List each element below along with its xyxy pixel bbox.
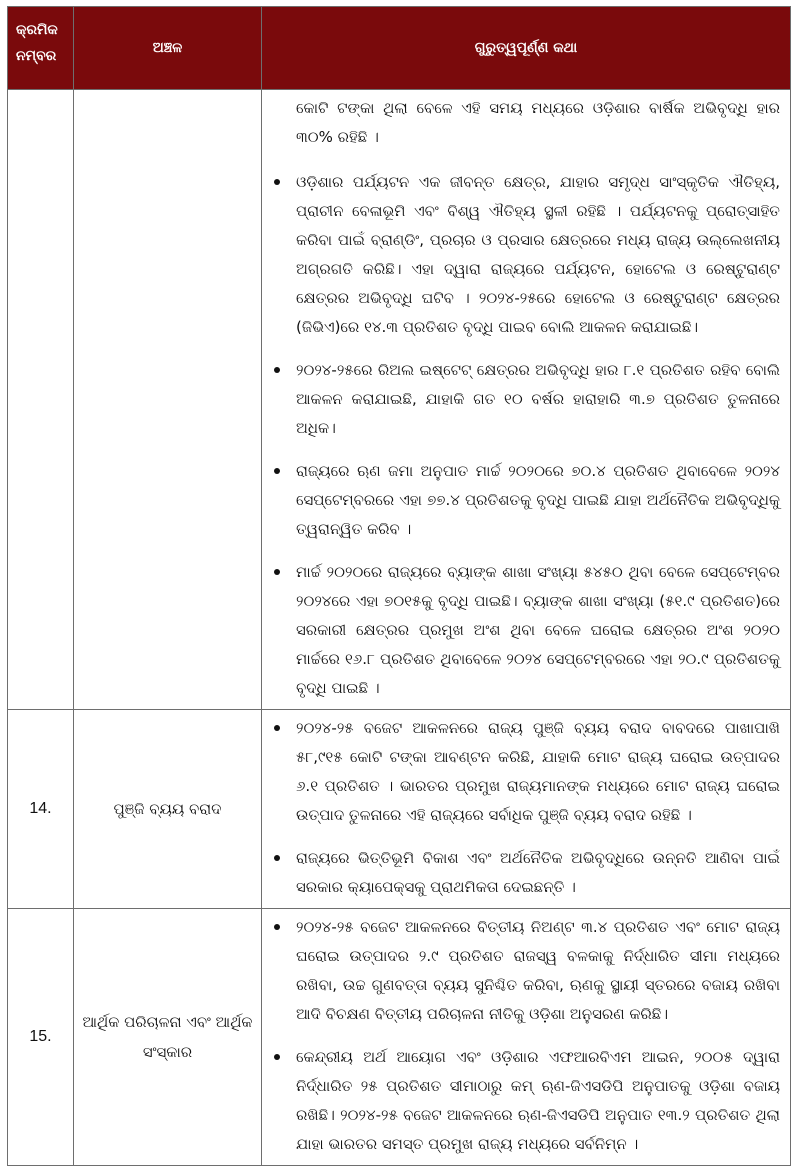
row-region [74, 90, 262, 710]
header-serial: କ୍ରମିକ ନମ୍ବର [8, 7, 74, 90]
list-item [262, 844, 780, 902]
bullet-list [262, 94, 780, 703]
bullet-text: ଓଡ଼ିଶାର ପର୍ଯ୍ୟଟନ ଏକ ଜୀବନ୍ତ କ୍ଷେତ୍ର, ଯାହାର ସମୃଦ୍ଧ ସାଂସ୍କୃତିକ ଐତିହ୍ୟ, ପ୍ରାଚୀନ ବେଳାଭୂମି ଏବଂ ବିଶ୍ୱ ଐତିହ୍ୟ ସ୍ଥଳୀ ରହିଛି । ପର୍ଯ୍ୟଟନକୁ ପ୍ରୋତ୍ସାହିତ କରିବା ପାଇଁ ବ୍ରାଣ୍ଡିଂ, ପ୍ରଚାର ଓ ପ୍ରସାର କ୍ଷେତ୍ରରେ ମଧ୍ୟ ରାଜ୍ୟ ଉଲ୍ଲେଖନୀୟ ଅଗ୍ରଗତି କରିଛି। ଏହା ଦ୍ୱାରା ରାଜ୍ୟରେ ପର୍ଯ୍ୟଟନ, ହୋଟେଲ ଓ ରେଷ୍ଟୁରାଣ୍ଟ କ୍ଷେତ୍ରର ଅଭିବୃଦ୍ଧି ଘଟିବ । ୨୦୨୪-୨୫ରେ ହୋଟେଲ ଓ ରେଷ୍ଟୁରାଣ୍ଟ କ୍ଷେତ୍ରର (ଜିଭିଏ)ରେ ୧୪.୩ ପ୍ରତିଶତ ବୃଦ୍ଧି ପାଇବ ବୋଲି ଆକଳନ କରାଯାଇଛି। [296, 173, 780, 336]
list-item [262, 168, 780, 342]
bullet-icon [274, 569, 280, 575]
header-region: ଅଞ୍ଚଳ [74, 7, 262, 90]
row-points [262, 90, 791, 710]
bullet-icon [274, 468, 280, 474]
bullet-icon [274, 179, 280, 185]
table-header-row [8, 7, 791, 90]
header-points: ଗୁରୁତ୍ୱପୂର୍ଣ୍ଣ କଥା [262, 7, 791, 90]
table-row [8, 909, 791, 1166]
list-item [262, 457, 780, 544]
bullet-text: ମାର୍ଚ୍ଚ ୨୦୨୦ରେ ରାଜ୍ୟରେ ବ୍ୟାଙ୍କ ଶାଖା ସଂଖ୍ୟା ୫୪୫୦ ଥିବା ବେଳେ ସେପ୍ଟେମ୍ବର ୨୦୨୪ରେ ଏହା ୭୦୧୫କୁ ବୃଦ୍ଧି ପାଇଛି। ବ୍ୟାଙ୍କ ଶାଖା ସଂଖ୍ୟା (୫୧.୯ ପ୍ରତିଶତ)ରେ ସରକାରୀ କ୍ଷେତ୍ରର ପ୍ରମୁଖ ଅଂଶ ଥିବା ବେଳେ ଘରୋଇ କ୍ଷେତ୍ରର ଅଂଶ ୨୦୨୦ ମାର୍ଚ୍ଚରେ ୧୬.୮ ପ୍ରତିଶତ ଥିବାବେଳେ ୨୦୨୪ ସେପ୍ଟେମ୍ବରରେ ଏହା ୨୦.୯ ପ୍ରତିଶତକୁ ବୃଦ୍ଧି ପାଇଛି । [296, 563, 780, 697]
bullet-text: କୋଟି ଟଙ୍କା ଥିଲା ବେଳେ ଏହି ସମୟ ମଧ୍ୟରେ ଓଡ଼ିଶାର ବାର୍ଷିକ ଅଭିବୃଦ୍ଧି ହାର ୩୦% ରହିଛି । [296, 99, 780, 146]
bullet-text: ୨୦୨୪-୨୫ରେ ରିଅଲ ଇଷ୍ଟେଟ୍ କ୍ଷେତ୍ରର ଅଭିବୃଦ୍ଧି ହାର ୮.୧ ପ୍ରତିଶତ ରହିବ ବୋଲି ଆକଳନ କରାଯାଇଛି, ଯାହାକି ଗତ ୧୦ ବର୍ଷର ହାରାହାରି ୩.୭ ପ୍ରତିଶତ ତୁଳନାରେ ଅଧିକ। [296, 361, 780, 437]
bullet-text: ରାଜ୍ୟରେ ଭିତ୍ତିଭୂମି ବିକାଶ ଏବଂ ଅର୍ଥନୈତିକ ଅଭିବୃଦ୍ଧିରେ ଉନ୍ନତି ଆଣିବା ପାଇଁ ସରକାର କ୍ୟାପେକ୍ସକୁ ପ୍ରାଥମିକତା ଦେଇଛନ୍ତି । [296, 849, 780, 896]
bullet-icon [274, 855, 280, 861]
row-points [262, 909, 791, 1166]
list-item [262, 356, 780, 443]
table-row [8, 90, 791, 710]
bullet-list [262, 913, 780, 1159]
bullet-list [262, 714, 780, 902]
bullet-text: କେନ୍ଦ୍ରୀୟ ଅର୍ଥ ଆୟୋଗ ଏବଂ ଓଡ଼ିଶାର ଏଫଆରବିଏମ ଆଇନ, ୨୦୦୫ ଦ୍ୱାରା ନିର୍ଦ୍ଧାରିତ ୨୫ ପ୍ରତିଶତ ସୀମାଠାରୁ କମ୍ ଋଣ-ଜିଏସଡିପି ଅନୁପାତକୁ ଓଡ଼ିଶା ବଜାୟ ରଖିଛି। ୨୦୨୪-୨୫ ବଜେଟ ଆକଳନରେ ଋଣ-ଜିଏସଡିପି ଅନୁପାତ ୧୩.୨ ପ୍ରତିଶତ ଥିଲା ଯାହା ଭାରତର ସମସ୍ତ ପ୍ରମୁଖ ରାଜ୍ୟ ମଧ୍ୟରେ ସର୍ବନିମ୍ନ । [296, 1048, 780, 1153]
row-serial: 14. [8, 710, 74, 909]
row-serial: 15. [8, 909, 74, 1166]
bullet-icon [274, 924, 280, 930]
list-item [262, 714, 780, 830]
bullet-text: ୨୦୨୪-୨୫ ବଜେଟ ଆକଳନରେ ରାଜ୍ୟ ପୁଞ୍ଜି ବ୍ୟୟ ବରାଦ ବାବଦରେ ପାଖାପାଖି ୫୮,୯୧୫ କୋଟି ଟଙ୍କା ଆବଣ୍ଟନ କରିଛି, ଯାହାକି ମୋଟ ରାଜ୍ୟ ଘରୋଇ ଉତ୍ପାଦର ୬.୧ ପ୍ରତିଶତ । ଭାରତର ପ୍ରମୁଖ ରାଜ୍ୟମାନଙ୍କ ମଧ୍ୟରେ ମୋଟ ରାଜ୍ୟ ଘରୋଇ ଉତ୍ପାଦ ତୁଳନାରେ ଏହି ରାଜ୍ୟରେ ସର୍ବାଧିକ ପୁଞ୍ଜି ବ୍ୟୟ ବରାଦ ରହିଛି । [296, 719, 780, 824]
row-region: ଆର୍ଥିକ ପରିଚାଳନା ଏବଂ ଆର୍ଥିକ ସଂସ୍କାର [74, 909, 262, 1166]
continued-text [262, 94, 780, 152]
list-item [262, 1043, 780, 1159]
table-row [8, 710, 791, 909]
bullet-text: ରାଜ୍ୟରେ ଋଣ ଜମା ଅନୁପାତ ମାର୍ଚ୍ଚ ୨୦୨୦ରେ ୭୦.୪ ପ୍ରତିଶତ ଥିବାବେଳେ ୨୦୨୪ ସେପ୍ଟେମ୍ବରରେ ଏହା ୭୭.୪ ପ୍ରତିଶତକୁ ବୃଦ୍ଧି ପାଇଛି ଯାହା ଅର୍ଥନୈତିକ ଅଭିବୃଦ୍ଧିକୁ ତ୍ୱରାନ୍ୱିତ କରିବ । [296, 462, 780, 538]
key-points-table [7, 6, 791, 1166]
bullet-icon [274, 725, 280, 731]
bullet-icon [274, 367, 280, 373]
row-serial [8, 90, 74, 710]
list-item [262, 558, 780, 703]
row-points [262, 710, 791, 909]
bullet-text: ୨୦୨୪-୨୫ ବଜେଟ ଆକଳନରେ ବିତ୍ତୀୟ ନିଅଣ୍ଟ ୩.୪ ପ୍ରତିଶତ ଏବଂ ମୋଟ ରାଜ୍ୟ ଘରୋଇ ଉତ୍ପାଦର ୨.୯ ପ୍ରତିଶତ ରାଜସ୍ୱ ବଳକାକୁ ନିର୍ଦ୍ଧାରିତ ସୀମା ମଧ୍ୟରେ ରଖିବା, ଉଚ୍ଚ ଗୁଣବତ୍ତା ବ୍ୟୟ ସୁନିଶ୍ଚିତ କରିବା, ଋଣକୁ ସ୍ଥାୟୀ ସ୍ତରରେ ବଜାୟ ରଖିବା ଆଦି ବିଚକ୍ଷଣ ବିତ୍ତୀୟ ପରିଚାଳନା ନୀତିକୁ ଓଡ଼ିଶା ଅନୁସରଣ କରିଛି। [296, 918, 780, 1023]
bullet-icon [274, 1054, 280, 1060]
row-region: ପୁଞ୍ଜି ବ୍ୟୟ ବରାଦ [74, 710, 262, 909]
list-item [262, 913, 780, 1029]
